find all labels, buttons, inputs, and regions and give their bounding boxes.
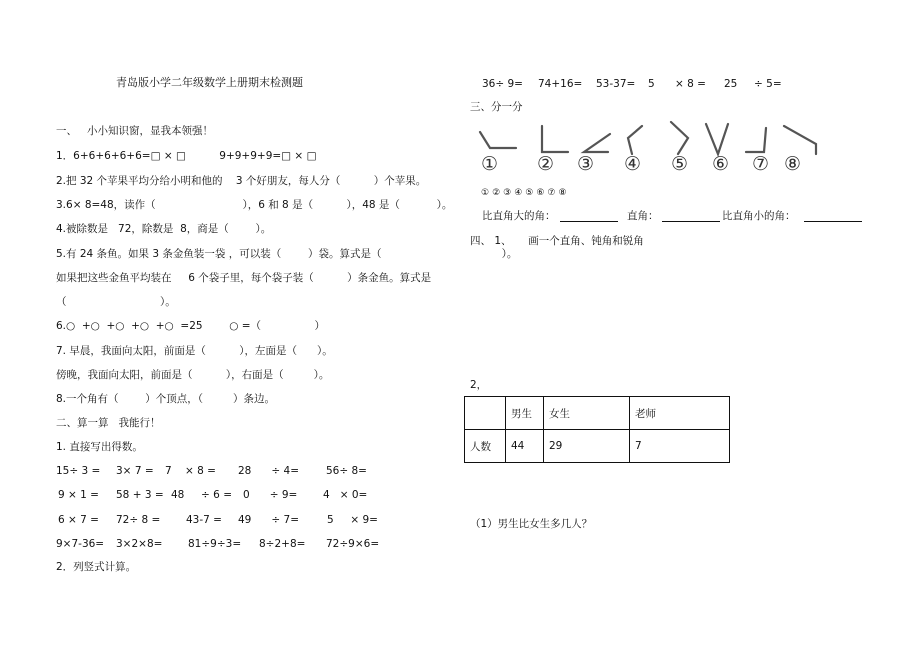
calc-item: 9×7-36= [56,538,105,550]
angle-figure-5 [671,122,688,154]
question-8: 8.一个角有（ ）个顶点，（ ）条边。 [56,393,276,405]
calc-item: 28 ÷ 4= [238,465,300,477]
calc-item: 49 ÷ 7= [238,514,300,526]
top-calc-item: 25 [724,78,738,90]
question-2: 2.把 32 个苹果平均分给小明和他的 3 个好朋友，每人分（ ）个苹果。 [56,175,427,187]
top-calc-item: 36÷ 9= [482,78,523,90]
calc-item: 6 × 7 = [58,514,99,526]
angle-figure-6 [706,124,728,154]
table-row [465,430,730,463]
circle-label-2: ② [537,153,555,175]
top-calc-item: ÷ 5= [754,78,782,90]
table-row-label: 人数 [465,430,506,463]
calc-item: 43-7 = [186,514,222,526]
calc-item: 72÷ 8 = [116,514,161,526]
table-row [465,397,730,430]
classify-larger-label: 比直角大的角： [482,210,556,222]
angle-figure-4 [628,126,642,154]
angle-figure-8 [784,126,816,154]
question-5-part-2: 如果把这些金鱼平均装在 6 个袋子里，每个袋子装（ ）条金鱼。算式是 [56,272,432,284]
calc-item: 58 + 3 = [116,489,164,501]
item-2-label: 2， [470,379,488,391]
question-1: 1．6+6+6+6+6=□ × □ 9+9+9+9=□ × □ [56,150,317,162]
angle-figure-1 [480,132,516,148]
calc-item: 8÷2+8= [259,538,306,550]
section-2-heading: 二、算一算 我能行！ [56,417,161,429]
angle-figures [470,118,830,158]
question-7: 7. 早晨，我面向太阳，前面是（ ），左面是（ ）。 [56,345,333,357]
calc-item: 7 × 8 = [165,465,216,477]
calc-item: 3× 7 = [116,465,154,477]
question-7-part-2: 傍晚，我面向太阳，前面是（ ），右面是（ ）。 [56,369,330,381]
student-count-table [464,396,730,463]
circle-label-5: ⑤ [671,153,689,175]
section-1-heading: 一、 小小知识窗，显我本领强！ [56,125,214,137]
table-header-cell [465,397,506,430]
calc-item: 9 × 1 = [58,489,99,501]
calc-item: 3×2×8= [116,538,163,550]
question-1: （1）男生比女生多几人？ [470,518,593,530]
circle-label-7: ⑦ [752,153,770,175]
question-5: 5.有 24 条鱼。如果 3 条金鱼装一袋 ，可以装（ ）袋。算式是（ ）。 [56,248,518,260]
calc-item: 81÷9÷3= [188,538,242,550]
top-calc-item: 53-37= [596,78,636,90]
calc-item: 5 × 9= [327,514,378,526]
circle-label-8: ⑧ [784,153,802,175]
circle-label-6: ⑥ [712,153,730,175]
page-title: 青岛版小学二年级数学上册期末检测题 [116,76,303,89]
circle-label-1: ① [481,153,499,175]
calc-item: 15÷ 3 = [56,465,101,477]
section-3-heading: 三、分一分 [470,101,523,113]
classify-right-blank [662,221,720,222]
section-4-heading: 四、 1、 画一个直角、钝角和锐角 [470,235,644,247]
subsection-vertical-calc: 2．列竖式计算。 [56,561,137,573]
calc-item: 48 ÷ 6 = [171,489,233,501]
classify-larger-blank [560,221,618,222]
calc-item: 0 ÷ 9= [243,489,298,501]
circle-label-3: ③ [577,153,595,175]
small-circle-labels: ①②③④⑤⑥⑦⑧ [481,188,570,198]
classify-smaller-blank [804,221,862,222]
circle-label-4: ④ [624,153,642,175]
table-cell: 44 [506,430,544,463]
calc-item: 4 × 0= [323,489,368,501]
question-5-part-3: （ ）。 [56,296,176,308]
angle-figure-7 [746,128,766,152]
table-header-cell: 男生 [506,397,544,430]
top-calc-item: 74+16= [538,78,583,90]
question-6: 6.○ +○ +○ +○ +○ =25 ○ =（ ） [56,320,325,332]
angle-figure-3 [584,134,610,152]
table-cell: 7 [630,430,730,463]
table-cell: 29 [544,430,630,463]
subsection-direct-calc: 1. 直接写出得数。 [56,441,143,453]
question-3: 3.6× 8=48，读作（ ），6 和 8 是（ ），48 是（ ）。 [56,199,453,211]
question-4: 4.被除数是 72，除数是 8，商是（ ）。 [56,223,272,235]
classify-right-label: 直角： [627,210,659,222]
top-calc-item: 5 [648,78,655,90]
calc-item: 72÷9×6= [326,538,380,550]
angle-figure-2 [542,126,568,152]
classify-smaller-label: 比直角小的角： [722,210,796,222]
table-header-cell: 老师 [630,397,730,430]
top-calc-item: × 8 = [675,78,706,90]
table-header-cell: 女生 [544,397,630,430]
calc-item: 56÷ 8= [326,465,367,477]
